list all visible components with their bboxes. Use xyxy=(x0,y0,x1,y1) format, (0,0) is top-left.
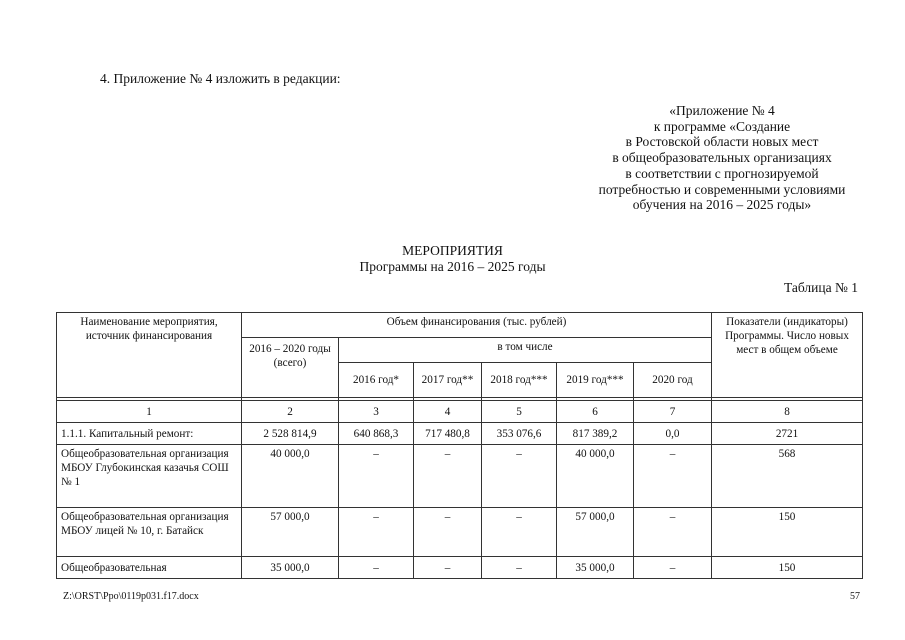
row-2019: 35 000,0 xyxy=(557,557,634,579)
row-2019: 57 000,0 xyxy=(557,508,634,557)
row-places: 2721 xyxy=(712,423,863,445)
row-2017: – xyxy=(414,445,482,508)
row-places: 568 xyxy=(712,445,863,508)
appendix-line: потребностью и современными условиями xyxy=(598,181,846,197)
appendix-line: в общеобразовательных организациях xyxy=(612,150,832,166)
row-2016: – xyxy=(339,557,414,579)
row-2019: 40 000,0 xyxy=(557,445,634,508)
header-year: 2017 год** xyxy=(414,363,482,398)
row-2017: – xyxy=(414,557,482,579)
appendix-line: к программе «Создание xyxy=(653,118,791,134)
header-year: 2020 год xyxy=(634,363,712,398)
column-number: 1 xyxy=(57,401,242,423)
header-year: 2019 год*** xyxy=(557,363,634,398)
row-name: Общеобразовательная xyxy=(57,557,242,579)
row-2017: 717 480,8 xyxy=(414,423,482,445)
row-2016: 640 868,3 xyxy=(339,423,414,445)
row-2020: – xyxy=(634,445,712,508)
header-name-column: Наименование мероприятия, источник финансирования xyxy=(57,313,242,398)
appendix-line: «Приложение № 4 xyxy=(669,103,775,118)
page-number: 57 xyxy=(850,591,860,602)
column-number: 2 xyxy=(242,401,339,423)
column-number: 7 xyxy=(634,401,712,423)
row-2017: – xyxy=(414,508,482,557)
header-year: 2016 год* xyxy=(339,363,414,398)
header-funding: Объем финансирования (тыс. рублей) xyxy=(242,313,712,338)
column-number: 8 xyxy=(712,401,863,423)
row-name: Общеобразовательная организация МБОУ лицей № 10, г. Батайск xyxy=(57,508,242,557)
table-row xyxy=(57,423,863,445)
column-number: 6 xyxy=(557,401,634,423)
appendix-line: в соответствии с прогнозируемой xyxy=(625,165,819,181)
column-number: 5 xyxy=(482,401,557,423)
row-2019: 817 389,2 xyxy=(557,423,634,445)
table-row xyxy=(57,445,863,508)
amendment-intro: 4. Приложение № 4 изложить в редакции: xyxy=(100,71,341,86)
table-number: Таблица № 1 xyxy=(784,280,858,295)
row-name: 1.1.1. Капитальный ремонт: xyxy=(57,423,242,445)
measures-table xyxy=(56,312,863,579)
row-total: 2 528 814,9 xyxy=(242,423,339,445)
header-including: в том числе xyxy=(339,338,712,363)
header-indicators: Показатели (индикаторы) Программы. Число новых мест в общем объеме xyxy=(712,313,863,398)
row-2020: – xyxy=(634,557,712,579)
row-2016: – xyxy=(339,508,414,557)
row-name: Общеобразовательная организация МБОУ Глубокинская казачья СОШ № 1 xyxy=(57,445,242,508)
row-2018: – xyxy=(482,508,557,557)
appendix-line: в Ростовской области новых мест xyxy=(625,134,819,150)
row-total: 40 000,0 xyxy=(242,445,339,508)
table-row xyxy=(57,508,863,557)
row-2018: 353 076,6 xyxy=(482,423,557,445)
row-places: 150 xyxy=(712,557,863,579)
file-path-footer: Z:\ORST\Ppo\0119p031.f17.docx xyxy=(63,591,199,602)
appendix-line: обучения на 2016 – 2025 годы» xyxy=(632,197,812,213)
row-2020: – xyxy=(634,508,712,557)
appendix-heading xyxy=(560,103,884,213)
document-subtitle: Программы на 2016 – 2025 годы xyxy=(359,259,546,274)
table-row xyxy=(57,557,863,579)
document-title: МЕРОПРИЯТИЯ xyxy=(402,243,503,258)
column-number: 4 xyxy=(414,401,482,423)
row-total: 35 000,0 xyxy=(242,557,339,579)
header-total: 2016 – 2020 годы (всего) xyxy=(242,338,339,398)
row-2020: 0,0 xyxy=(634,423,712,445)
column-number: 3 xyxy=(339,401,414,423)
row-total: 57 000,0 xyxy=(242,508,339,557)
row-2016: – xyxy=(339,445,414,508)
row-places: 150 xyxy=(712,508,863,557)
document-title-block xyxy=(0,243,905,275)
row-2018: – xyxy=(482,445,557,508)
column-number-row xyxy=(57,401,863,423)
header-year: 2018 год*** xyxy=(482,363,557,398)
row-2018: – xyxy=(482,557,557,579)
